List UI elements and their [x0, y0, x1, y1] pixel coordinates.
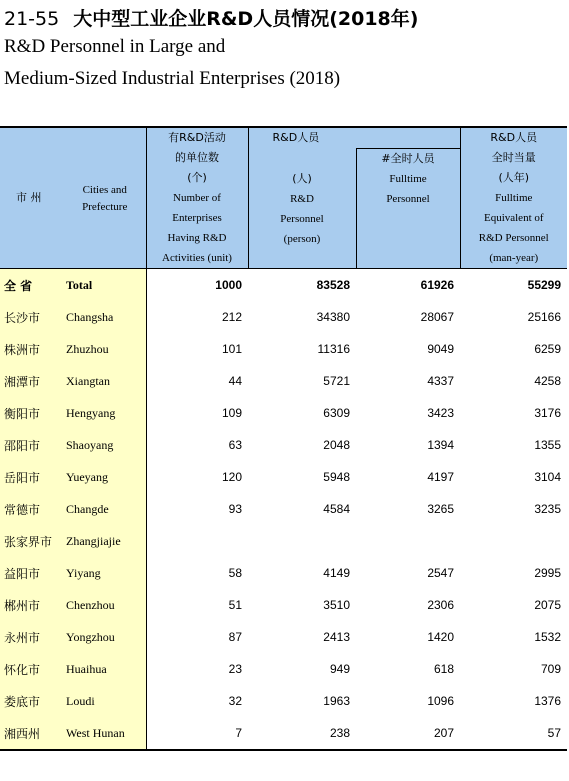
- personnel-cell: 83528: [248, 269, 356, 302]
- city-cn-cell: 娄底市: [0, 685, 64, 717]
- header-equivalent-line: Fulltime: [495, 192, 533, 204]
- city-cn-cell: 长沙市: [0, 301, 64, 333]
- data-table: [0, 126, 567, 751]
- personnel-cell: 11316: [317, 342, 350, 356]
- city-en-cell: Yongzhou: [64, 621, 146, 653]
- header-personnel-line: R&D: [290, 192, 314, 205]
- table-row: [0, 461, 567, 493]
- header-equivalent: [460, 127, 567, 269]
- city-cn-cell: 怀化市: [0, 653, 64, 685]
- city-en-cell: Zhuzhou: [64, 333, 146, 365]
- personnel-cell: 34380: [316, 310, 350, 324]
- fulltime-cell: 1394: [427, 438, 455, 452]
- personnel-cell: 4149: [323, 566, 350, 580]
- fulltime-cell: 9049: [427, 342, 455, 356]
- personnel-cell: 1963: [323, 694, 350, 708]
- enterprises-cell: 44: [228, 374, 242, 388]
- enterprises-cell: 120: [221, 470, 242, 484]
- enterprises-cell: 7: [146, 717, 248, 750]
- header-enterprises-line: (个): [187, 171, 207, 184]
- table-row: [0, 301, 567, 333]
- header-personnel-line: Personnel: [280, 212, 324, 225]
- header-fulltime-line: #全时人员: [381, 152, 435, 166]
- header-equivalent-line: (人年): [498, 171, 530, 184]
- equivalent-cell: [460, 525, 567, 557]
- table-row: [0, 685, 567, 717]
- table-row: [0, 589, 567, 621]
- header-personnel-line: (person): [283, 232, 321, 245]
- equivalent-cell: 3104: [534, 470, 562, 484]
- fulltime-cell: 1096: [427, 694, 455, 708]
- city-cn-cell: 永州市: [0, 621, 64, 653]
- enterprises-cell: 101: [221, 342, 242, 356]
- enterprises-cell: 58: [228, 566, 242, 580]
- personnel-cell: 2413: [323, 630, 350, 644]
- city-cn-cell: 常德市: [0, 493, 64, 525]
- city-en-cell: Shaoyang: [64, 429, 146, 461]
- equivalent-cell: 3176: [534, 406, 562, 420]
- header-rd-personnel-top: [248, 127, 460, 149]
- personnel-cell: 5721: [323, 374, 350, 388]
- fulltime-cell: 207: [356, 717, 460, 750]
- personnel-cell: 238: [248, 717, 356, 750]
- header-city-en-2: Prefecture: [82, 201, 128, 213]
- header-enterprises-line: 的单位数: [175, 151, 219, 164]
- personnel-cell: 2048: [323, 438, 350, 452]
- header-equivalent-line: 全时当量: [491, 151, 536, 164]
- city-cn-cell: 邵阳市: [0, 429, 64, 461]
- city-cn-cell: 郴州市: [0, 589, 64, 621]
- equivalent-cell: 55299: [460, 269, 567, 302]
- equivalent-cell: 6259: [534, 342, 562, 356]
- city-cn-cell: 湘潭市: [0, 365, 64, 397]
- enterprises-cell: 23: [228, 662, 242, 676]
- city-cn-cell: 益阳市: [0, 557, 64, 589]
- title-cn-text: 大中型工业企业R&D人员情况(2018年): [73, 8, 419, 30]
- enterprises-cell: 212: [221, 310, 242, 324]
- table-row: [0, 557, 567, 589]
- enterprises-cell: 87: [228, 630, 242, 644]
- equivalent-cell: 2995: [534, 566, 562, 580]
- city-en-cell: Zhangjiajie: [64, 525, 146, 557]
- table-row: [0, 365, 567, 397]
- city-cn-cell: 株洲市: [0, 333, 64, 365]
- city-en-cell: Chenzhou: [64, 589, 146, 621]
- header-rd-personnel-label: R&D人员: [272, 131, 320, 144]
- city-en-cell: Hengyang: [64, 397, 146, 429]
- personnel-cell: 949: [329, 662, 350, 676]
- header-city-en-cell: [64, 127, 146, 269]
- header-enterprises-line: Number of: [173, 192, 221, 204]
- fulltime-cell: [356, 525, 460, 557]
- enterprises-cell: 63: [228, 438, 242, 452]
- city-en-cell: Changsha: [64, 301, 146, 333]
- enterprises-cell: 51: [228, 598, 242, 612]
- city-en-cell: Xiangtan: [64, 365, 146, 397]
- header-fulltime: [356, 149, 460, 269]
- fulltime-cell: 61926: [356, 269, 460, 302]
- header-equivalent-line: Equivalent of: [483, 212, 544, 224]
- city-en-cell: Yueyang: [64, 461, 146, 493]
- enterprises-cell: 1000: [146, 269, 248, 302]
- city-en-cell: Yiyang: [64, 557, 146, 589]
- page-title-en-line2: Medium-Sized Industrial Enterprises (2018): [4, 68, 341, 89]
- equivalent-cell: 3235: [534, 502, 562, 516]
- header-equivalent-line: (man-year): [489, 252, 539, 264]
- header-city-cn: 市 州: [16, 191, 42, 204]
- header-fulltime-line: Fulltime: [389, 173, 427, 186]
- page-title-cn: [4, 4, 418, 31]
- header-enterprises-line: Having R&D: [167, 232, 227, 244]
- table-row: [0, 397, 567, 429]
- fulltime-cell: 3265: [427, 502, 455, 516]
- header-fulltime-line: Personnel: [386, 193, 430, 206]
- table-row-total: [0, 269, 567, 302]
- personnel-cell: 3510: [323, 598, 350, 612]
- city-en-cell: Loudi: [64, 685, 146, 717]
- personnel-cell: 5948: [323, 470, 350, 484]
- header-personnel-line: (人): [292, 171, 312, 185]
- table-row: [0, 621, 567, 653]
- equivalent-cell: 25166: [527, 310, 562, 324]
- header-personnel: [248, 149, 356, 269]
- city-en-cell: Changde: [64, 493, 146, 525]
- table-row: [0, 333, 567, 365]
- table-row: [0, 493, 567, 525]
- fulltime-cell: 4197: [427, 470, 455, 484]
- header-enterprises-line: Enterprises: [172, 212, 222, 224]
- personnel-cell: 6309: [323, 406, 350, 420]
- equivalent-cell: 2075: [534, 598, 562, 612]
- city-cn-cell: 张家界市: [0, 525, 64, 557]
- page-title-en-line1: R&D Personnel in Large and: [4, 36, 226, 57]
- header-enterprises-line: Activities (unit): [162, 252, 232, 264]
- equivalent-cell: 57: [460, 717, 567, 750]
- city-en-cell: West Hunan: [64, 717, 146, 750]
- enterprises-cell: 93: [228, 502, 242, 516]
- fulltime-cell: 1420: [427, 630, 455, 644]
- table-number: 21-55: [4, 8, 60, 30]
- table-row: [0, 525, 567, 557]
- fulltime-cell: 2547: [427, 566, 455, 580]
- equivalent-cell: 1376: [534, 694, 562, 708]
- table-row: [0, 717, 567, 750]
- header-equivalent-line: R&D人员: [490, 131, 538, 144]
- header-enterprises-line: 有R&D活动: [168, 131, 226, 144]
- city-en-cell: Huaihua: [64, 653, 146, 685]
- fulltime-cell: 4337: [427, 374, 455, 388]
- enterprises-cell: 109: [221, 406, 242, 420]
- equivalent-cell: 1532: [534, 630, 562, 644]
- city-cn-cell: 岳阳市: [0, 461, 64, 493]
- table-row: [0, 429, 567, 461]
- fulltime-cell: 28067: [420, 310, 455, 324]
- equivalent-cell: 709: [540, 662, 562, 676]
- fulltime-cell: 3423: [427, 406, 455, 420]
- personnel-cell: 4584: [323, 502, 350, 516]
- equivalent-cell: 4258: [534, 374, 562, 388]
- header-equivalent-line: R&D Personnel: [478, 232, 549, 244]
- fulltime-cell: 2306: [427, 598, 455, 612]
- enterprises-cell: [146, 525, 248, 557]
- header-city-en-1: Cities and: [82, 184, 127, 196]
- header-city-cn-cell: [0, 127, 64, 269]
- city-cn-cell: 衡阳市: [0, 397, 64, 429]
- enterprises-cell: 32: [228, 694, 242, 708]
- city-cn-cell: 湘西州: [0, 717, 64, 750]
- city-cn-cell: 全 省: [0, 269, 64, 302]
- fulltime-cell: 618: [433, 662, 455, 676]
- table-row: [0, 653, 567, 685]
- city-en-cell: Total: [64, 269, 146, 302]
- personnel-cell: [248, 525, 356, 557]
- equivalent-cell: 1355: [534, 438, 562, 452]
- header-enterprises: [146, 127, 248, 269]
